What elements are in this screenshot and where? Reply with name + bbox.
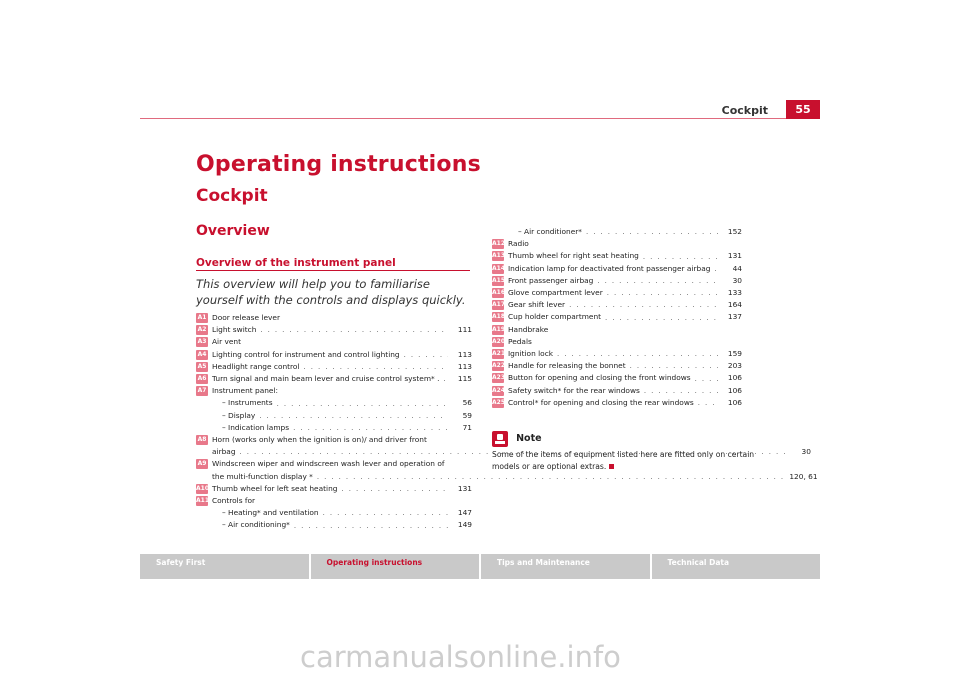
- list-item: [196, 483, 472, 495]
- item-page-ref: 59: [462, 410, 472, 420]
- item-label: Lighting control for instrument and control lighting: [212, 349, 400, 359]
- note-text-body: Some of the items of equipment listed here are fitted only on certain models or are optional extras.: [492, 450, 755, 471]
- item-number-tag: A4: [197, 350, 207, 358]
- chapter-heading: Operating instructions: [196, 152, 481, 177]
- watermark: carmanualsonline.info: [300, 640, 621, 674]
- topic-heading-rule: [196, 270, 470, 271]
- item-label: Door release lever: [212, 313, 280, 322]
- item-label: – Heating* and ventilation: [222, 508, 319, 518]
- intro-paragraph: This overview will help you to familiarise yourself with the controls and displays quickly.: [196, 277, 466, 307]
- item-label: Indication lamp for deactivated front passenger airbag: [508, 263, 711, 273]
- footer-tab-technical-data[interactable]: Technical Data: [652, 554, 821, 579]
- item-page-ref: 71: [462, 422, 472, 432]
- item-page-ref: 113: [457, 361, 472, 371]
- item-label: Gear shift lever: [508, 300, 566, 310]
- list-item: [492, 324, 742, 336]
- item-page-ref: 111: [457, 325, 472, 335]
- item-label: – Air conditioning*: [222, 520, 290, 530]
- item-page-ref: 44: [732, 263, 742, 273]
- item-label: airbag: [212, 447, 236, 457]
- item-line: [508, 397, 742, 409]
- item-number-tag: A13: [492, 252, 505, 260]
- item-label: Glove compartment lever: [508, 288, 603, 298]
- footer-tab-operating-instructions[interactable]: Operating instructions: [311, 554, 480, 579]
- list-item: [196, 336, 472, 348]
- item-page-ref: 164: [727, 300, 742, 310]
- item-page-ref: 113: [457, 349, 472, 359]
- item-number-tag: A21: [492, 350, 505, 358]
- item-number-tag: A3: [197, 338, 207, 346]
- item-number-tag: A7: [197, 387, 207, 395]
- list-item: [196, 349, 472, 361]
- list-item: [196, 495, 472, 507]
- item-line: [508, 250, 742, 262]
- note-icon: [492, 431, 508, 447]
- item-line: [212, 349, 472, 361]
- item-number-tag: A22: [492, 362, 505, 370]
- item-line: [508, 238, 742, 250]
- item-label: Front passenger airbag: [508, 275, 594, 285]
- item-line: [222, 410, 472, 422]
- item-number-tag: A11: [196, 497, 209, 505]
- leader-dots: [323, 509, 448, 517]
- item-page-ref: 149: [457, 520, 472, 530]
- list-item: [196, 312, 472, 324]
- item-label: – Display: [222, 410, 256, 420]
- item-number-tag: A18: [492, 313, 505, 321]
- list-item: [492, 287, 742, 299]
- list-item: [492, 348, 742, 360]
- item-label: Button for opening and closing the front windows: [508, 373, 691, 383]
- item-label: the multi-function display *: [212, 471, 313, 481]
- item-line: [508, 324, 742, 336]
- item-line: [222, 422, 472, 434]
- leader-dots: [260, 326, 448, 334]
- running-header-title: Cockpit: [721, 104, 768, 117]
- item-number-tag: A24: [492, 386, 505, 394]
- leader-dots: [569, 301, 718, 309]
- leader-dots: [597, 277, 718, 285]
- item-number-tag: A14: [492, 264, 505, 272]
- note-label: Note: [516, 433, 542, 444]
- leader-dots: [341, 485, 448, 493]
- list-item: [196, 385, 472, 397]
- item-number-tag: A15: [492, 276, 505, 284]
- item-label: Thumb wheel for right seat heating: [508, 251, 639, 261]
- list-item: [492, 360, 742, 372]
- leader-dots: [714, 265, 718, 273]
- leader-dots: [259, 412, 448, 420]
- item-label: Windscreen wiper and windscreen wash lever and operation of: [212, 459, 445, 469]
- item-line: [212, 361, 472, 373]
- item-page-ref: 131: [457, 483, 472, 493]
- leader-dots: [698, 399, 718, 407]
- item-page-ref: 133: [727, 288, 742, 298]
- item-label: Handle for releasing the bonnet: [508, 361, 626, 371]
- item-number-tag: A25: [492, 398, 505, 406]
- item-line: [212, 495, 472, 507]
- footer-tab-safety-first[interactable]: Safety First: [140, 554, 309, 579]
- item-number-tag: A1: [197, 314, 207, 321]
- header-rule: [140, 118, 820, 119]
- list-item: [196, 324, 472, 336]
- item-label: Ignition lock: [508, 349, 554, 359]
- footer-tab-tips-and-maintenance[interactable]: Tips and Maintenance: [481, 554, 650, 579]
- item-number-tag: A9: [197, 460, 207, 468]
- item-number-tag: A8: [197, 436, 207, 444]
- list-item: [492, 385, 742, 397]
- item-label: Horn (works only when the ignition is on)/ and driver front: [212, 435, 427, 445]
- item-page-ref: 159: [727, 349, 742, 359]
- leader-dots: [605, 314, 718, 322]
- item-page-ref: 106: [727, 397, 742, 407]
- item-page-ref: 152: [727, 227, 742, 236]
- leader-dots: [277, 400, 448, 408]
- item-label: Air vent: [212, 337, 241, 347]
- continued-sub-item: [518, 226, 742, 238]
- list-item: [492, 263, 742, 275]
- leader-dots: [630, 362, 718, 370]
- list-item: [492, 275, 742, 287]
- item-label: Handbrake: [508, 324, 549, 334]
- item-page-ref: 203: [727, 361, 742, 371]
- list-item: [492, 299, 742, 311]
- list-item: [492, 397, 742, 409]
- item-number-tag: A2: [197, 326, 207, 334]
- item-page-ref: 106: [727, 373, 742, 383]
- section-heading: Cockpit: [196, 186, 268, 206]
- item-label: – Air conditioner*: [518, 227, 582, 236]
- leader-dots: [443, 375, 448, 383]
- item-line: [222, 507, 472, 519]
- leader-dots: [293, 424, 448, 432]
- item-label: Cup holder compartment: [508, 312, 602, 322]
- list-item: [492, 336, 742, 348]
- subsection-heading: Overview: [196, 223, 270, 239]
- footer-nav: [140, 554, 820, 579]
- item-line: [212, 385, 472, 397]
- item-label: Instrument panel:: [212, 386, 279, 396]
- item-label: – Instruments: [222, 398, 273, 408]
- item-page-ref: 30: [801, 447, 811, 457]
- item-label: Controls for: [212, 496, 256, 506]
- list-item: [492, 372, 742, 384]
- item-number-tag: A10: [196, 484, 209, 492]
- item-page-ref: 30: [732, 275, 742, 285]
- end-of-section-marker: [609, 464, 614, 469]
- item-number-tag: A20: [492, 337, 505, 345]
- item-page-ref: 147: [457, 508, 472, 518]
- item-page-ref: 120, 61: [789, 471, 818, 481]
- item-line: [508, 372, 742, 384]
- leader-dots: [643, 253, 718, 261]
- item-line: [212, 336, 472, 348]
- leader-dots: [317, 473, 785, 481]
- item-label: Light switch: [212, 325, 257, 335]
- item-line: [508, 348, 742, 360]
- list-item: [196, 361, 472, 373]
- item-line: [212, 483, 472, 495]
- item-line: [508, 385, 742, 397]
- item-page-ref: 131: [727, 251, 742, 261]
- item-label: Control* for opening and closing the rear windows: [508, 397, 694, 407]
- leader-dots: [304, 363, 448, 371]
- item-line: [212, 373, 472, 385]
- item-line: [508, 336, 742, 348]
- leader-dots: [607, 289, 718, 297]
- list-item: [196, 373, 472, 385]
- topic-heading: Overview of the instrument panel: [196, 257, 396, 269]
- item-label: Pedals: [508, 336, 532, 346]
- item-line: [508, 311, 742, 323]
- item-number-tag: A19: [492, 325, 505, 333]
- item-page-ref: 115: [457, 374, 472, 384]
- list-item: [492, 250, 742, 262]
- item-line: [212, 324, 472, 336]
- item-line: [508, 263, 742, 275]
- item-line: [508, 287, 742, 299]
- item-line: [508, 275, 742, 287]
- leader-dots: [695, 375, 718, 383]
- item-page-ref: 137: [727, 312, 742, 322]
- item-number-tag: A16: [492, 289, 505, 297]
- item-label: Thumb wheel for left seat heating: [212, 483, 338, 493]
- item-number-tag: A23: [492, 374, 505, 382]
- item-number-tag: A6: [197, 375, 207, 383]
- item-label-continued: [212, 471, 818, 483]
- item-label: Radio: [508, 239, 529, 249]
- leader-dots: [404, 351, 448, 359]
- item-label: – Indication lamps: [222, 422, 290, 432]
- item-line: [508, 360, 742, 372]
- item-line: [212, 312, 472, 324]
- item-line: [508, 299, 742, 311]
- item-page-ref: 106: [727, 385, 742, 395]
- item-number-tag: A5: [197, 362, 207, 370]
- item-line: [222, 519, 472, 531]
- leader-dots: [294, 522, 448, 530]
- item-number-tag: A12: [492, 240, 505, 248]
- leader-dots: [586, 228, 718, 236]
- page-number-badge: 55: [786, 100, 820, 119]
- note-text: [492, 449, 782, 472]
- list-item: [492, 238, 742, 250]
- item-page-ref: 56: [462, 398, 472, 408]
- item-line: [222, 397, 472, 409]
- item-label: Headlight range control: [212, 361, 300, 371]
- note-box: [492, 428, 782, 472]
- leader-dots: [644, 387, 718, 395]
- list-item: [492, 311, 742, 323]
- item-label: Turn signal and main beam lever and cruise control system* .: [212, 374, 440, 384]
- leader-dots: [557, 350, 718, 358]
- item-list-right: [492, 226, 742, 409]
- item-number-tag: A17: [492, 301, 505, 309]
- item-label: Safety switch* for the rear windows: [508, 385, 640, 395]
